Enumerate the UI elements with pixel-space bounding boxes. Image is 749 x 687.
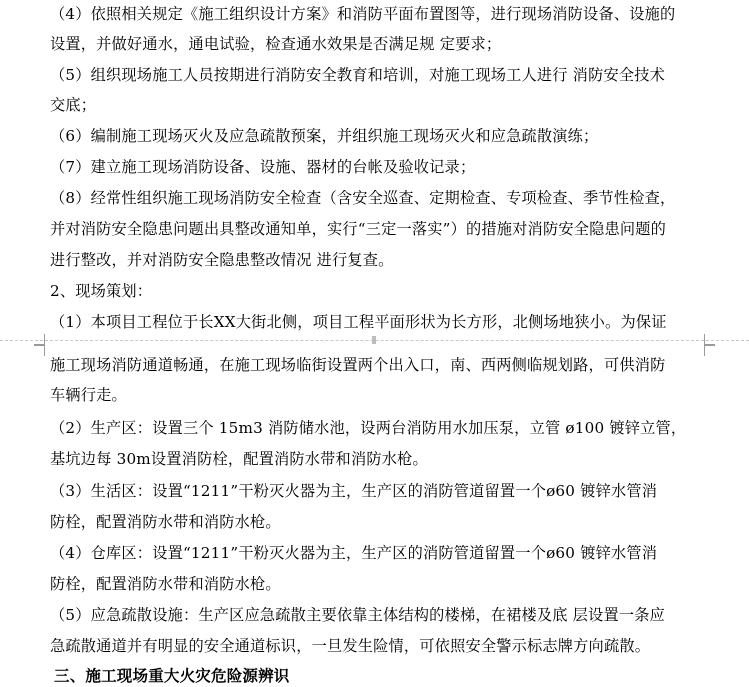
text-line: （7）建立施工现场消防设备、设施、器材的台帐及验收记录； bbox=[50, 158, 476, 176]
page-corner-mark bbox=[704, 334, 715, 345]
text-line: 防栓，配置消防水带和消防水枪。 bbox=[50, 575, 281, 593]
text-line: （1）本项目工程位于长XX大街北侧，项目工程平面形状为长方形，北侧场地狭小。为保证 bbox=[50, 313, 667, 331]
page-break-center-mark bbox=[372, 336, 376, 344]
text-line: （8）经常性组织施工现场消防安全检查（含安全巡查、定期检查、专项检查、季节性检查， bbox=[50, 189, 676, 207]
text-line: 施工现场消防通道畅通，在施工现场临街设置两个出入口，南、西两侧临规划路，可供消防 bbox=[50, 356, 666, 374]
text-line: 设置，并做好通水，通电试验，检查通水效果是否满足规 定要求； bbox=[50, 35, 502, 53]
page-corner-mark bbox=[34, 334, 45, 345]
text-line: （6）编制施工现场灭火及应急疏散预案，并组织施工现场灭火和应急疏散演练； bbox=[50, 127, 599, 145]
text-line: （5）应急疏散设施：生产区应急疏散主要依靠主体结构的楼梯，在裙楼及底 层设置一条应 bbox=[50, 606, 666, 624]
text-line: （4）仓库区：设置“1211”干粉灭火器为主，生产区的消防管道留置一个ø60 镀锌水管消 bbox=[50, 544, 658, 562]
text-line: 车辆行走。 bbox=[50, 386, 127, 404]
text-line: （5）组织现场施工人员按期进行消防安全教育和培训，对施工现场工人进行 消防安全技术 bbox=[50, 66, 666, 84]
text-line: 急疏散通道并有明显的安全通道标识，一旦发生险情，可依照安全警示标志牌方向疏散。 bbox=[50, 637, 651, 655]
page-corner-mark bbox=[34, 345, 45, 356]
page-corner-mark bbox=[704, 345, 715, 356]
text-line: 基坑边每 30m设置消防栓，配置消防水带和消防水枪。 bbox=[50, 450, 428, 468]
section-heading: 三、施工现场重大火灾危险源辨识 bbox=[54, 666, 290, 685]
text-line: 防栓，配置消防水带和消防水枪。 bbox=[50, 513, 281, 531]
text-line: 并对消防安全隐患问题出具整改通知单，实行“三定一落实”）的措施对消防安全隐患问题的 bbox=[50, 220, 667, 238]
text-line: 进行整改，并对消防安全隐患整改情况 进行复查。 bbox=[50, 251, 394, 269]
text-line: （4）依照相关规定《施工组织设计方案》和消防平面布置图等，进行现场消防设备、设施的 bbox=[50, 5, 676, 23]
text-line: （2）生产区：设置三个 15m3 消防储水池，设两台消防用水加压泵，立管 ø100 镀锌立管， bbox=[50, 419, 687, 437]
text-line: 2、现场策划： bbox=[50, 282, 153, 300]
text-line: （3）生活区：设置“1211”干粉灭火器为主，生产区的消防管道留置一个ø60 镀锌水管消 bbox=[50, 482, 658, 500]
text-line: 交底； bbox=[50, 96, 97, 114]
